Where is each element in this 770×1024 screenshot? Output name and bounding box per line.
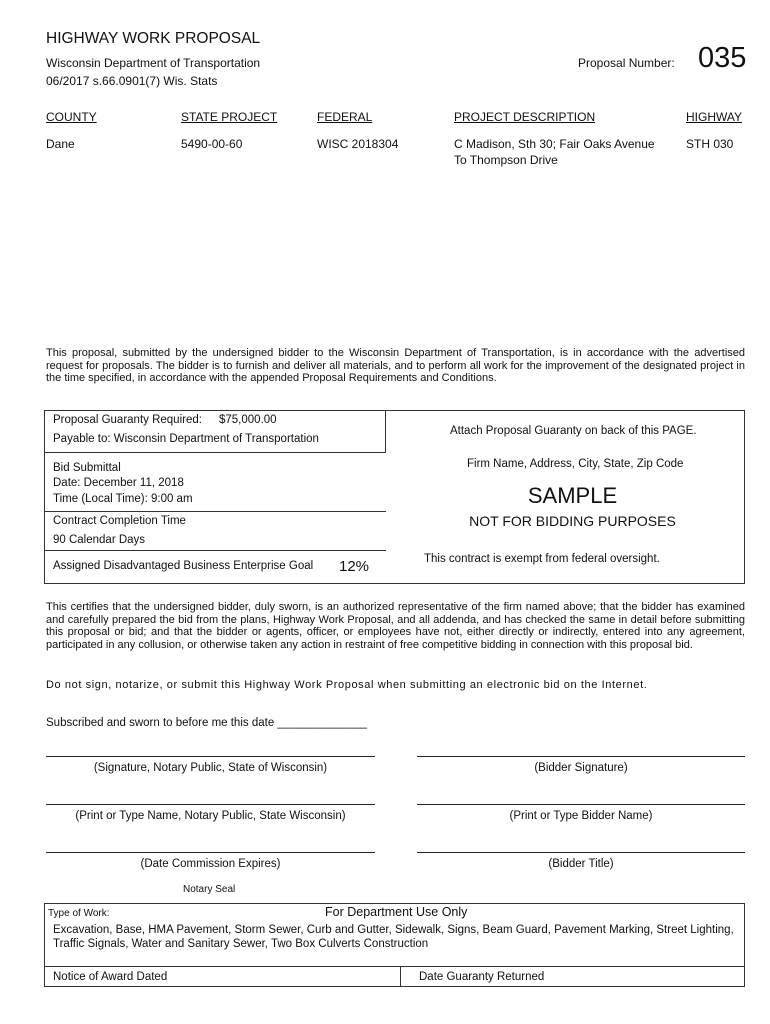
federal-exempt-note: This contract is exempt from federal oversight. [424,553,660,565]
dbe-goal-value: 12% [339,558,370,575]
type-of-work-description: Excavation, Base, HMA Pavement, Storm Sewer, Curb and Gutter, Sidewalk, Signs, Beam Guard, Pavement Marking, Street Lighting, Traffic Signals, Water and Sanitary Sewer, Two Box Culverts Construction [53,924,734,950]
proposal-number-label: Proposal Number: [578,56,675,70]
department-box-divider [44,966,745,967]
type-of-work-label: Type of Work: [48,908,110,919]
notary-signature-caption: (Signature, Notary Public, State of Wisconsin) [93,762,328,774]
commission-expires-line[interactable] [46,852,375,853]
date-guaranty-returned-label: Date Guaranty Returned [419,971,545,983]
bidder-title-caption: (Bidder Title) [548,858,614,870]
bid-submittal-label: Bid Submittal [53,462,121,474]
project-description-line1: C Madison, Sth 30; Fair Oaks Avenue [454,137,655,151]
sample-watermark: SAMPLE [527,483,618,508]
bidder-name-caption: (Print or Type Bidder Name) [509,810,653,822]
notary-signature-line[interactable] [46,756,375,757]
info-box-divider-2 [44,511,386,512]
project-description-line2: To Thompson Drive [454,153,558,167]
guaranty-required-label: Proposal Guaranty Required: [53,414,202,426]
notary-name-caption: (Print or Type Name, Notary Public, State Wisconsin) [75,810,346,822]
commission-expires-caption: (Date Commission Expires) [140,858,281,870]
not-for-bidding-label: NOT FOR BIDDING PURPOSES [469,513,676,529]
highway-value: STH 030 [686,137,734,151]
electronic-bid-notice: Do not sign, notarize, or submit this Highway Work Proposal when submitting an electronic bid on the Internet. [46,679,648,691]
dbe-goal-label: Assigned Disadvantaged Business Enterprise Goal [53,560,314,572]
info-box-divider-vertical [385,410,386,452]
intro-paragraph: This proposal, submitted by the undersigned bidder to the Wisconsin Department of Transportation, is in accordance with the advertised request for proposals. The bidder is to furnish and deliver all materials, and to perform all work for the improvement of the designated project in the time specified, in accordance with the appended Proposal Requirements and Conditions. [46,347,745,384]
department-name: Wisconsin Department of Transportation [46,56,261,70]
bidder-name-line[interactable] [417,804,745,805]
notary-seal-label: Notary Seal [183,884,236,895]
notary-name-line[interactable] [46,804,375,805]
certification-paragraph: This certifies that the undersigned bidder, duly sworn, is an authorized representative of the firm named above; that the bidder has examined and carefully prepared the bid from the plans, Highway Work Proposal, and all addenda, and has checked the same in detail before submitting this proposal or bid; and that the bidder or agents, officer, or employees have not, either directly or indirectly, entered into any agreement, participated in any collusion, or otherwise taken any action in restraint of free competitive bidding in connection with this proposal bid. [46,601,745,651]
bid-date: Date: December 11, 2018 [53,477,184,489]
bid-time: Time (Local Time): 9:00 am [53,493,193,505]
bidder-title-line[interactable] [417,852,745,853]
statute-reference: 06/2017 s.66.0901(7) Wis. Stats [46,74,218,88]
county-value: Dane [46,137,75,151]
guaranty-amount: $75,000.00 [219,414,277,426]
bidder-signature-caption: (Bidder Signature) [534,762,628,774]
document-title: HIGHWAY WORK PROPOSAL [46,30,261,47]
completion-time-label: Contract Completion Time [53,515,186,527]
column-header-federal: FEDERAL [317,110,373,124]
department-box-divider-vertical [400,966,401,987]
notice-of-award-label: Notice of Award Dated [53,971,168,983]
federal-value: WISC 2018304 [317,137,399,151]
proposal-number: 035 [698,42,747,74]
column-header-state-project: STATE PROJECT [181,110,278,124]
attach-guaranty-note: Attach Proposal Guaranty on back of this PAGE. [450,425,697,437]
department-use-only-label: For Department Use Only [325,905,468,919]
column-header-county: COUNTY [46,110,97,124]
sworn-date-line: Subscribed and sworn to before me this date ______________ [46,717,367,729]
payable-to: Payable to: Wisconsin Department of Transportation [53,433,319,445]
info-box-divider-3 [44,550,386,551]
completion-time-value: 90 Calendar Days [53,534,146,546]
firm-info-label: Firm Name, Address, City, State, Zip Code [467,458,684,470]
info-box-divider-1 [44,452,386,453]
column-header-project-description: PROJECT DESCRIPTION [454,110,596,124]
bidder-signature-line[interactable] [417,756,745,757]
column-header-highway: HIGHWAY [686,110,742,124]
state-project-value: 5490-00-60 [181,137,243,151]
